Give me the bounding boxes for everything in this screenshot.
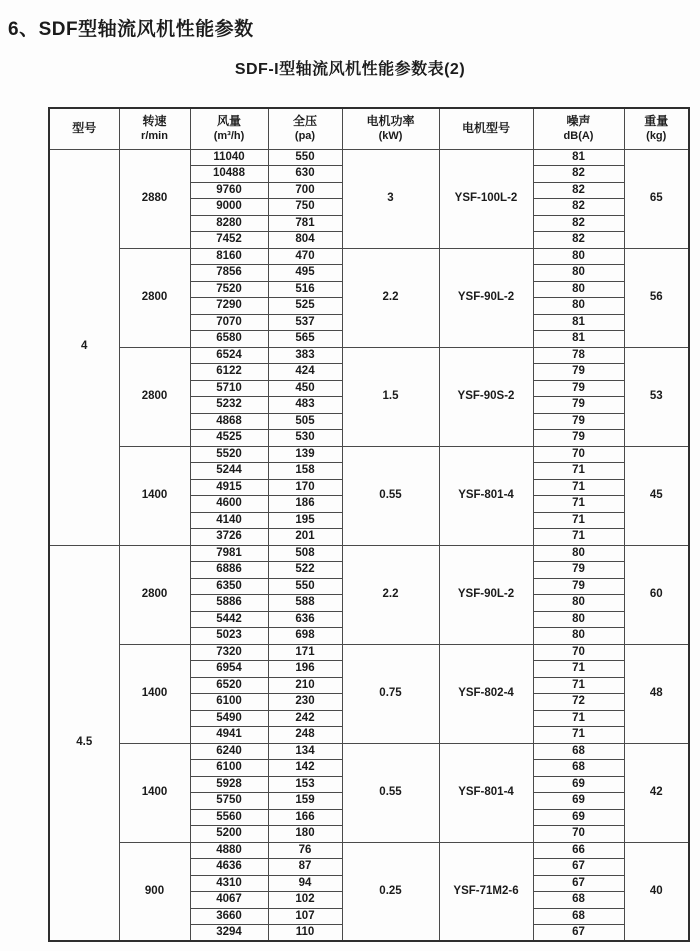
- cell-pressure: 508: [268, 545, 342, 562]
- cell-noise: 80: [533, 265, 624, 282]
- cell-noise: 71: [533, 727, 624, 744]
- cell-noise: 79: [533, 562, 624, 579]
- cell-airflow: 5200: [190, 826, 268, 843]
- cell-pressure: 142: [268, 760, 342, 777]
- table-row: [49, 347, 689, 364]
- cell-noise: 71: [533, 463, 624, 480]
- cell-pressure: 700: [268, 182, 342, 199]
- cell-pressure: 230: [268, 694, 342, 711]
- cell-power: 0.55: [342, 446, 439, 545]
- cell-airflow: 3660: [190, 908, 268, 925]
- table-row: [49, 842, 689, 859]
- cell-speed: 900: [119, 842, 190, 941]
- cell-noise: 67: [533, 859, 624, 876]
- cell-noise: 79: [533, 413, 624, 430]
- cell-airflow: 6520: [190, 677, 268, 694]
- cell-pressure: 110: [268, 925, 342, 942]
- column-header-weight: 重量 (kg): [624, 108, 689, 149]
- cell-pressure: 636: [268, 611, 342, 628]
- cell-pressure: 525: [268, 298, 342, 315]
- cell-weight: 48: [624, 644, 689, 743]
- cell-noise: 68: [533, 892, 624, 909]
- cell-airflow: 4600: [190, 496, 268, 513]
- cell-weight: 53: [624, 347, 689, 446]
- cell-noise: 80: [533, 611, 624, 628]
- cell-noise: 71: [533, 661, 624, 678]
- cell-airflow: 4525: [190, 430, 268, 447]
- cell-airflow: 7070: [190, 314, 268, 331]
- cell-noise: 69: [533, 776, 624, 793]
- cell-noise: 79: [533, 364, 624, 381]
- cell-pressure: 186: [268, 496, 342, 513]
- cell-motor: YSF-801-4: [439, 743, 533, 842]
- cell-speed: 2800: [119, 248, 190, 347]
- cell-speed: 2880: [119, 149, 190, 248]
- cell-pressure: 630: [268, 166, 342, 183]
- cell-motor: YSF-90L-2: [439, 248, 533, 347]
- cell-airflow: 5520: [190, 446, 268, 463]
- cell-pressure: 588: [268, 595, 342, 612]
- cell-noise: 82: [533, 199, 624, 216]
- cell-noise: 80: [533, 298, 624, 315]
- cell-noise: 68: [533, 760, 624, 777]
- column-header-power: 电机功率 (kW): [342, 108, 439, 149]
- cell-pressure: 483: [268, 397, 342, 414]
- cell-airflow: 7320: [190, 644, 268, 661]
- column-header-airflow: 风量 (m³/h): [190, 108, 268, 149]
- table-row: [49, 446, 689, 463]
- column-header-noise: 噪声 dB(A): [533, 108, 624, 149]
- table-body: [49, 149, 689, 941]
- cell-noise: 69: [533, 793, 624, 810]
- cell-airflow: 4868: [190, 413, 268, 430]
- cell-airflow: 6886: [190, 562, 268, 579]
- performance-table: [48, 107, 690, 942]
- cell-airflow: 7856: [190, 265, 268, 282]
- cell-airflow: 6954: [190, 661, 268, 678]
- cell-pressure: 242: [268, 710, 342, 727]
- cell-airflow: 3294: [190, 925, 268, 942]
- cell-airflow: 3726: [190, 529, 268, 546]
- cell-weight: 65: [624, 149, 689, 248]
- cell-model: 4.5: [49, 545, 119, 941]
- cell-speed: 1400: [119, 446, 190, 545]
- cell-pressure: 424: [268, 364, 342, 381]
- cell-pressure: 107: [268, 908, 342, 925]
- cell-noise: 71: [533, 710, 624, 727]
- cell-noise: 71: [533, 529, 624, 546]
- cell-noise: 70: [533, 446, 624, 463]
- cell-pressure: 781: [268, 215, 342, 232]
- table-row: [49, 149, 689, 166]
- cell-power: 0.25: [342, 842, 439, 941]
- cell-pressure: 87: [268, 859, 342, 876]
- cell-pressure: 210: [268, 677, 342, 694]
- cell-pressure: 248: [268, 727, 342, 744]
- cell-airflow: 6100: [190, 760, 268, 777]
- cell-pressure: 196: [268, 661, 342, 678]
- cell-noise: 68: [533, 743, 624, 760]
- cell-pressure: 550: [268, 149, 342, 166]
- cell-noise: 80: [533, 281, 624, 298]
- cell-noise: 79: [533, 578, 624, 595]
- cell-power: 0.55: [342, 743, 439, 842]
- cell-pressure: 158: [268, 463, 342, 480]
- cell-noise: 71: [533, 677, 624, 694]
- cell-power: 3: [342, 149, 439, 248]
- cell-motor: YSF-90L-2: [439, 545, 533, 644]
- cell-airflow: 8280: [190, 215, 268, 232]
- cell-airflow: 5886: [190, 595, 268, 612]
- cell-noise: 70: [533, 644, 624, 661]
- cell-pressure: 505: [268, 413, 342, 430]
- cell-airflow: 7520: [190, 281, 268, 298]
- cell-pressure: 495: [268, 265, 342, 282]
- table-header: [49, 108, 689, 149]
- cell-pressure: 530: [268, 430, 342, 447]
- cell-speed: 1400: [119, 644, 190, 743]
- cell-pressure: 804: [268, 232, 342, 249]
- cell-airflow: 4310: [190, 875, 268, 892]
- cell-airflow: 9000: [190, 199, 268, 216]
- cell-speed: 2800: [119, 347, 190, 446]
- cell-noise: 67: [533, 925, 624, 942]
- cell-pressure: 94: [268, 875, 342, 892]
- cell-noise: 68: [533, 908, 624, 925]
- cell-airflow: 5750: [190, 793, 268, 810]
- cell-noise: 70: [533, 826, 624, 843]
- cell-airflow: 4140: [190, 512, 268, 529]
- cell-noise: 81: [533, 331, 624, 348]
- cell-pressure: 180: [268, 826, 342, 843]
- cell-airflow: 5023: [190, 628, 268, 645]
- cell-noise: 71: [533, 512, 624, 529]
- cell-pressure: 750: [268, 199, 342, 216]
- cell-airflow: 6122: [190, 364, 268, 381]
- cell-airflow: 6100: [190, 694, 268, 711]
- cell-pressure: 470: [268, 248, 342, 265]
- cell-airflow: 4915: [190, 479, 268, 496]
- cell-noise: 81: [533, 149, 624, 166]
- cell-pressure: 195: [268, 512, 342, 529]
- cell-noise: 79: [533, 380, 624, 397]
- table-title: SDF-I型轴流风机性能参数表(2): [234, 61, 466, 78]
- cell-pressure: 170: [268, 479, 342, 496]
- cell-pressure: 139: [268, 446, 342, 463]
- cell-motor: YSF-90S-2: [439, 347, 533, 446]
- cell-weight: 45: [624, 446, 689, 545]
- cell-noise: 79: [533, 397, 624, 414]
- cell-noise: 80: [533, 628, 624, 645]
- cell-pressure: 134: [268, 743, 342, 760]
- cell-pressure: 516: [268, 281, 342, 298]
- cell-power: 1.5: [342, 347, 439, 446]
- cell-noise: 82: [533, 232, 624, 249]
- header-row: [49, 108, 689, 149]
- cell-pressure: 201: [268, 529, 342, 546]
- cell-airflow: 6240: [190, 743, 268, 760]
- cell-pressure: 159: [268, 793, 342, 810]
- cell-motor: YSF-100L-2: [439, 149, 533, 248]
- cell-pressure: 102: [268, 892, 342, 909]
- cell-airflow: 5442: [190, 611, 268, 628]
- cell-airflow: 5244: [190, 463, 268, 480]
- cell-airflow: 4880: [190, 842, 268, 859]
- table-row: [49, 644, 689, 661]
- column-header-pressure: 全压 (pa): [268, 108, 342, 149]
- column-header-motor: 电机型号: [439, 108, 533, 149]
- cell-airflow: 10488: [190, 166, 268, 183]
- table-row: [49, 545, 689, 562]
- cell-weight: 40: [624, 842, 689, 941]
- cell-airflow: 7452: [190, 232, 268, 249]
- cell-airflow: 5232: [190, 397, 268, 414]
- cell-airflow: 11040: [190, 149, 268, 166]
- cell-pressure: 171: [268, 644, 342, 661]
- cell-noise: 80: [533, 595, 624, 612]
- cell-airflow: 5710: [190, 380, 268, 397]
- cell-noise: 71: [533, 496, 624, 513]
- cell-weight: 60: [624, 545, 689, 644]
- cell-noise: 82: [533, 166, 624, 183]
- cell-motor: YSF-802-4: [439, 644, 533, 743]
- cell-motor: YSF-801-4: [439, 446, 533, 545]
- cell-power: 0.75: [342, 644, 439, 743]
- cell-noise: 82: [533, 215, 624, 232]
- cell-motor: YSF-71M2-6: [439, 842, 533, 941]
- cell-weight: 56: [624, 248, 689, 347]
- cell-pressure: 537: [268, 314, 342, 331]
- cell-airflow: 5928: [190, 776, 268, 793]
- cell-noise: 80: [533, 545, 624, 562]
- cell-airflow: 6580: [190, 331, 268, 348]
- cell-noise: 67: [533, 875, 624, 892]
- column-header-model: 型号: [49, 108, 119, 149]
- table-row: [49, 248, 689, 265]
- cell-noise: 72: [533, 694, 624, 711]
- cell-noise: 78: [533, 347, 624, 364]
- cell-noise: 79: [533, 430, 624, 447]
- cell-pressure: 166: [268, 809, 342, 826]
- cell-weight: 42: [624, 743, 689, 842]
- cell-speed: 1400: [119, 743, 190, 842]
- table-row: [49, 743, 689, 760]
- cell-pressure: 383: [268, 347, 342, 364]
- cell-airflow: 4067: [190, 892, 268, 909]
- cell-airflow: 9760: [190, 182, 268, 199]
- cell-airflow: 6524: [190, 347, 268, 364]
- cell-pressure: 450: [268, 380, 342, 397]
- cell-airflow: 5490: [190, 710, 268, 727]
- cell-noise: 66: [533, 842, 624, 859]
- cell-power: 2.2: [342, 248, 439, 347]
- column-header-speed: 转速 r/min: [119, 108, 190, 149]
- cell-noise: 82: [533, 182, 624, 199]
- cell-pressure: 565: [268, 331, 342, 348]
- cell-pressure: 550: [268, 578, 342, 595]
- cell-pressure: 153: [268, 776, 342, 793]
- cell-airflow: 4636: [190, 859, 268, 876]
- cell-noise: 71: [533, 479, 624, 496]
- cell-airflow: 5560: [190, 809, 268, 826]
- cell-pressure: 698: [268, 628, 342, 645]
- cell-airflow: 8160: [190, 248, 268, 265]
- cell-airflow: 4941: [190, 727, 268, 744]
- cell-model: 4: [49, 149, 119, 545]
- cell-airflow: 6350: [190, 578, 268, 595]
- cell-airflow: 7290: [190, 298, 268, 315]
- cell-noise: 80: [533, 248, 624, 265]
- cell-power: 2.2: [342, 545, 439, 644]
- page-title: 6、SDF型轴流风机性能参数: [8, 19, 254, 40]
- cell-noise: 69: [533, 809, 624, 826]
- cell-speed: 2800: [119, 545, 190, 644]
- cell-pressure: 522: [268, 562, 342, 579]
- cell-noise: 81: [533, 314, 624, 331]
- cell-airflow: 7981: [190, 545, 268, 562]
- cell-pressure: 76: [268, 842, 342, 859]
